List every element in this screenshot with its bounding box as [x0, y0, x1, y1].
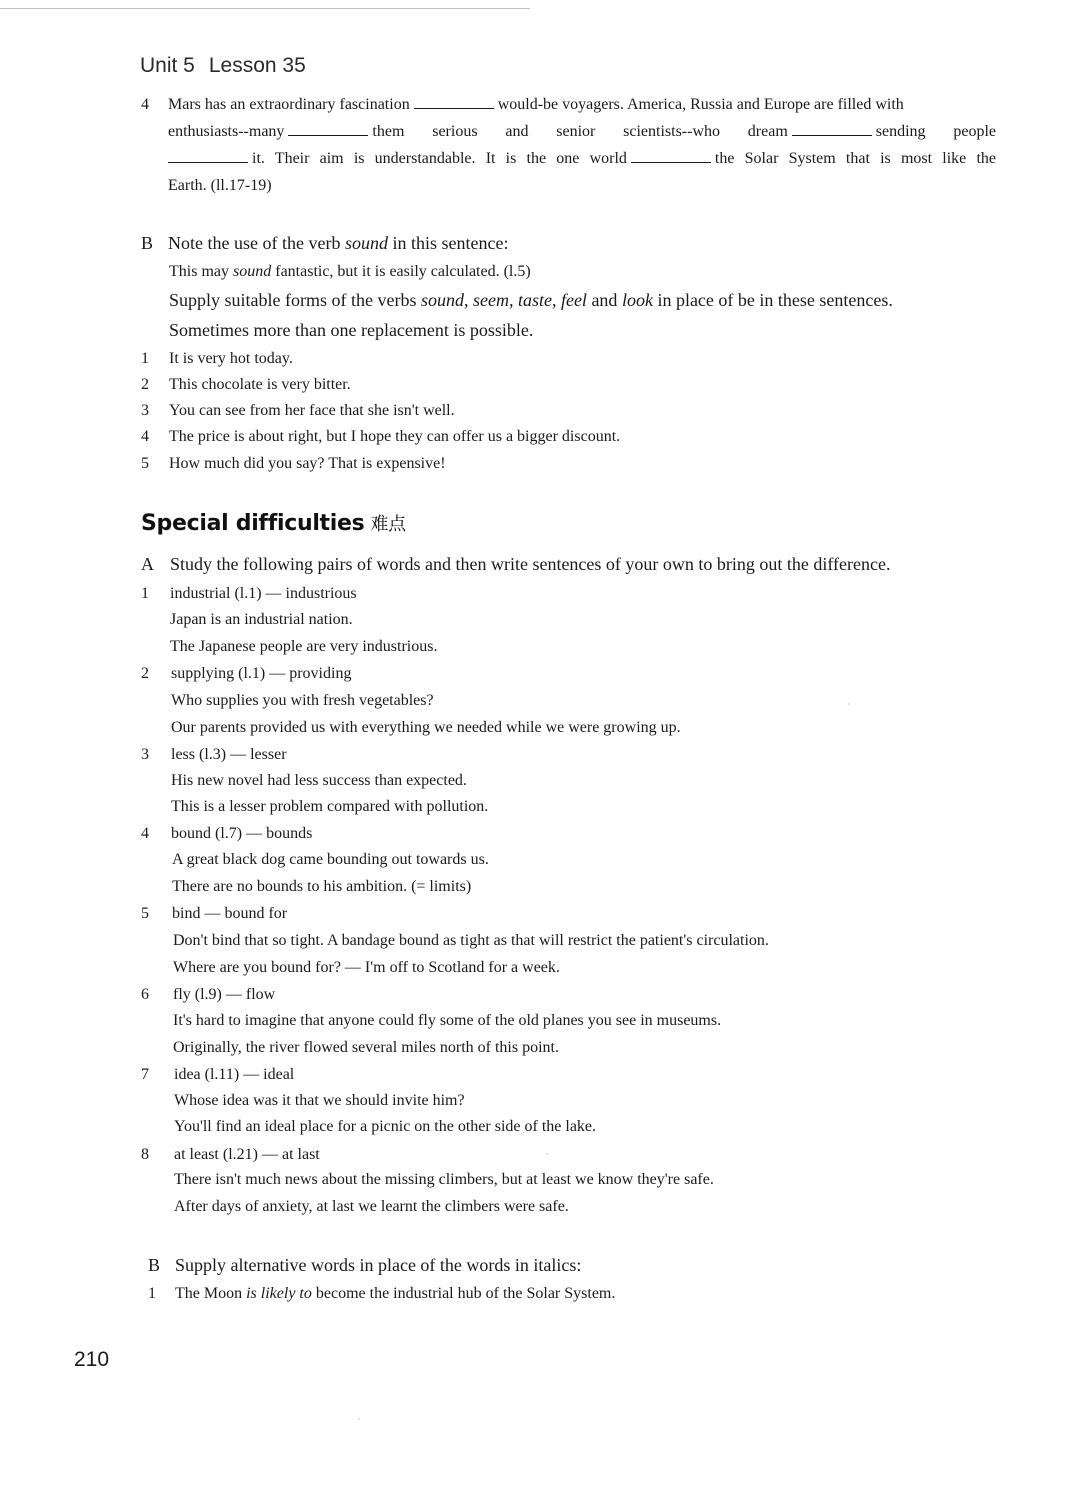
fill-blank[interactable] — [631, 150, 711, 163]
page-number: 210 — [74, 1348, 110, 1371]
fill-blank[interactable] — [792, 123, 872, 136]
unit-label: Unit 5 — [140, 54, 195, 77]
scan-speck — [358, 1418, 360, 1420]
fill-blank[interactable] — [414, 96, 494, 109]
scan-speck — [848, 703, 850, 705]
section-title: Special difficulties 难点 — [141, 511, 406, 536]
fill-blank[interactable] — [288, 123, 368, 136]
fill-blank[interactable] — [168, 150, 248, 163]
section-letter: B — [141, 233, 154, 253]
item-number: 4 — [141, 96, 149, 113]
section-title-chinese: 难点 — [370, 514, 406, 535]
lesson-label: Lesson 35 — [208, 54, 306, 77]
scan-speck — [546, 1153, 548, 1155]
unit-lesson-header — [140, 54, 306, 78]
top-rule — [0, 8, 530, 9]
section-letter: A — [141, 554, 154, 574]
section-letter: B — [148, 1255, 161, 1275]
